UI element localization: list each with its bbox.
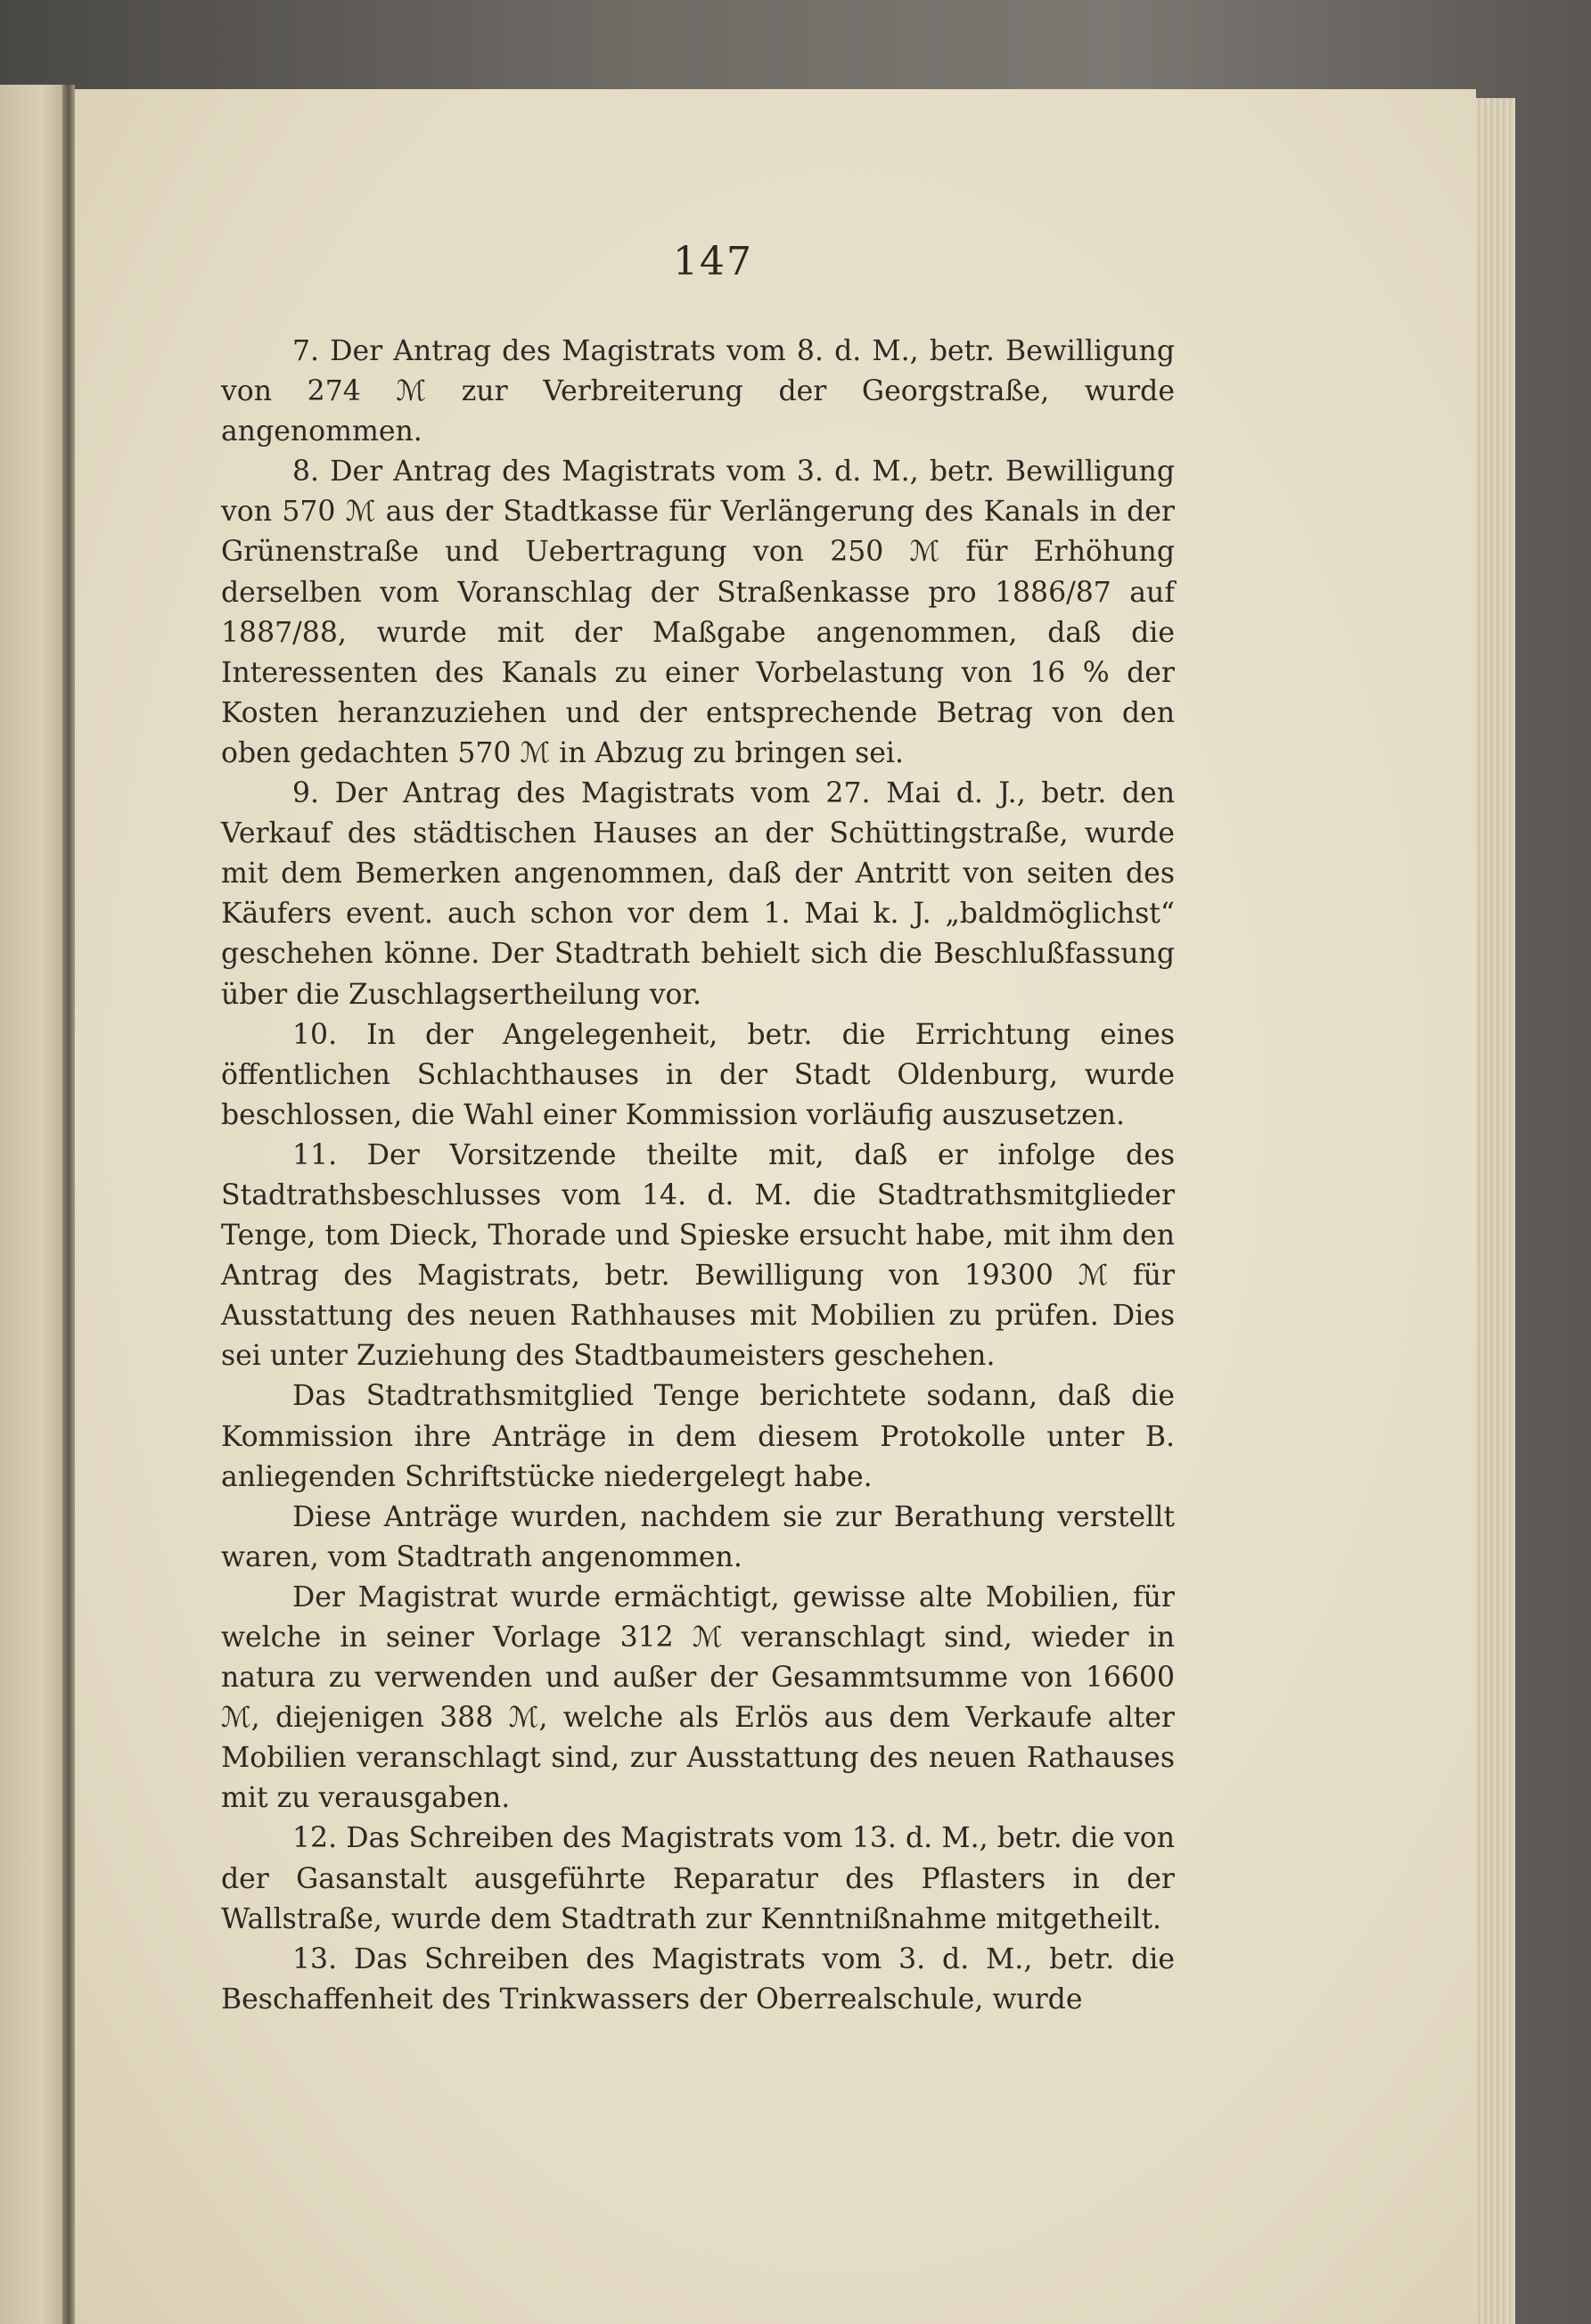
paragraph-10: 10. In der Angelegenheit, betr. die Errichtung eines öffentlichen Schlachthauses in der Stadt Oldenburg, wurde beschlossen, die Wahl einer Kommission vorläufig auszusetzen. — [221, 1018, 1175, 1131]
page-body-text — [221, 332, 1175, 2020]
paragraph-11-authorization: Der Magistrat wurde ermächtigt, gewisse alte Mobilien, für welche in seiner Vorlage 312 ℳ veranschlagt sind, wieder in natura zu verwenden und außer der Gesammtsumme von 16600 ℳ, diejenigen 388 ℳ, welche als Erlös aus dem Verkaufe alter Mobilien veranschlagt sind, zur Ausstattung des neuen Rathauses mit zu verausgaben. — [221, 1581, 1175, 1815]
paragraph-7: 7. Der Antrag des Magistrats vom 8. d. M., betr. Bewilligung von 274 ℳ zur Verbreiterung der Georgstraße, wurde angenommen. — [221, 335, 1175, 448]
facing-page-edge — [0, 85, 70, 2324]
book-gutter — [62, 85, 75, 2324]
paragraph-11-adoption: Diese Anträge wurden, nachdem sie zur Berathung verstellt waren, vom Stadtrath angenommen. — [221, 1500, 1175, 1573]
paragraph-13: 13. Das Schreiben des Magistrats vom 3. d. M., betr. die Beschaffenheit des Trinkwassers der Oberrealschule, wurde — [221, 1942, 1175, 2016]
paragraph-11-report: Das Stadtrathsmitglied Tenge berichtete sodann, daß die Kommission ihre Anträge in dem diesem Protokolle unter B. anliegenden Schriftstücke niedergelegt habe. — [221, 1380, 1175, 1493]
paragraph-11: 11. Der Vorsitzende theilte mit, daß er infolge des Stadtrathsbeschlusses vom 14. d. M. die Stadtrathsmitglieder Tenge, tom Dieck, Thorade und Spieske ersucht habe, mit ihm den Antrag des Magistrats, betr. Bewilligung von 19300 ℳ für Ausstattung des neuen Rathhauses mit Mobilien zu prüfen. Dies sei unter Zuziehung des Stadtbaumeisters geschehen. — [221, 1138, 1175, 1373]
paragraph-12: 12. Das Schreiben des Magistrats vom 13. d. M., betr. die von der Gasanstalt ausgeführte Reparatur des Pflasters in der Wallstraße, wurde dem Stadtrath zur Kenntnißnahme mitgetheilt. — [221, 1822, 1175, 1935]
paragraph-9: 9. Der Antrag des Magistrats vom 27. Mai d. J., betr. den Verkauf des städtischen Hauses an der Schüttingstraße, wurde mit dem Bemerken angenommen, daß der Antritt von seiten des Käufers event. auch schon vor dem 1. Mai k. J. „baldmöglichst“ geschehen könne. Der Stadtrath behielt sich die Beschlußfassung über die Zuschlagsertheilung vor. — [221, 777, 1175, 1011]
page-number: 147 — [673, 239, 753, 284]
paragraph-8: 8. Der Antrag des Magistrats vom 3. d. M., betr. Bewilligung von 570 ℳ aus der Stadtkasse für Verlängerung des Kanals in der Grünenstraße und Uebertragung von 250 ℳ für Erhöhung derselben vom Voranschlag der Straßenkasse pro 1886/87 auf 1887/88, wurde mit der Maßgabe angenommen, daß die Interessenten des Kanals zu einer Vorbelastung von 16 % der Kosten heranzuziehen und der entsprechende Betrag von den oben gedachten 570 ℳ in Abzug zu bringen sei. — [221, 456, 1175, 769]
